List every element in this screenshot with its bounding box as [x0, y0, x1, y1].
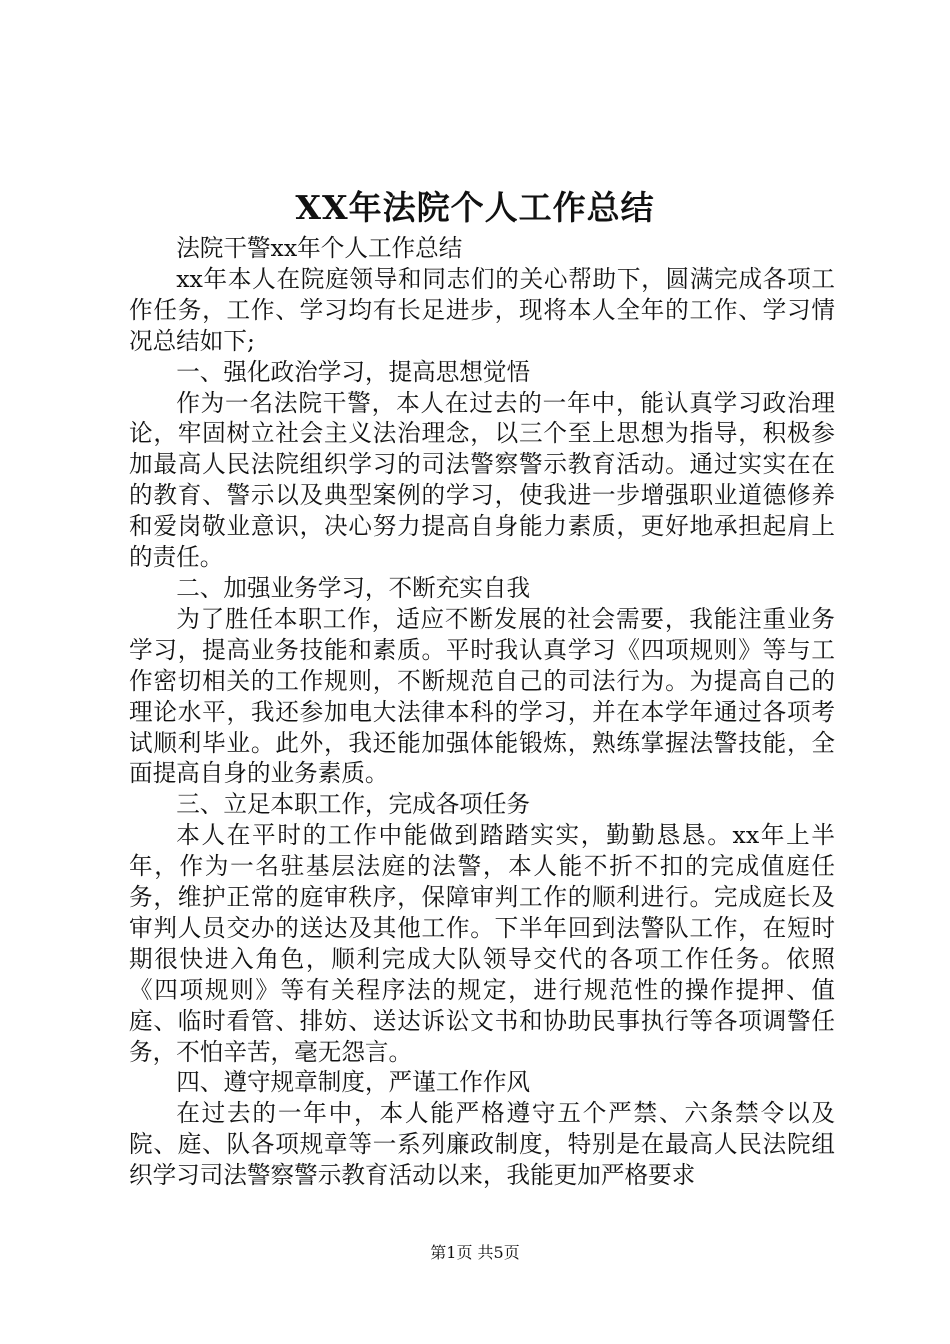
page-number-footer: 第1页 共5页	[430, 1243, 520, 1262]
document-body	[129, 233, 835, 1191]
paragraph-section-1: 作为一名法院干警，本人在过去的一年中，能认真学习政治理论，牢固树立社会主义法治理念，以三个至上思想为指导，积极参加最高人民法院组织学习的司法警察警示教育活动。通过实实在在的教育、警示以及典型案例的学习，使我进一步增强职业道德修养和爱岗敬业意识，决心努力提高自身能力素质，更好地承担起肩上的责任。	[129, 388, 835, 572]
section-heading-1: 一、强化政治学习，提高思想觉悟	[176, 357, 531, 386]
document-title: XX年法院个人工作总结	[295, 188, 655, 227]
section-heading-4: 四、遵守规章制度，严谨工作作风	[176, 1068, 531, 1097]
paragraph-intro: xx年本人在院庭领导和同志们的关心帮助下，圆满完成各项工作任务，工作、学习均有长足进步，现将本人全年的工作、学习情况总结如下;	[129, 264, 835, 355]
paragraph-section-3: 本人在平时的工作中能做到踏踏实实，勤勤恳恳。xx年上半年，作为一名驻基层法庭的法警，本人能不折不扣的完成值庭任务，维护正常的庭审秩序，保障审判工作的顺利进行。完成庭长及审判人员交办的送达及其他工作。下半年回到法警队工作，在短时期很快进入角色，顺利完成大队领导交代的各项工作任务。依照《四项规则》等有关程序法的规定，进行规范性的操作提押、值庭、临时看管、排妨、送达诉讼文书和协助民事执行等各项调警任务，不怕辛苦，毫无怨言。	[129, 821, 835, 1066]
paragraph-section-4: 在过去的一年中，本人能严格遵守五个严禁、六条禁令以及院、庭、队各项规章等一系列廉政制度，特别是在最高人民法院组织学习司法警察警示教育活动以来，我能更加严格要求	[129, 1099, 835, 1190]
paragraph-subtitle: 法院干警xx年个人工作总结	[176, 234, 463, 262]
section-heading-3: 三、立足本职工作，完成各项任务	[176, 790, 531, 819]
section-heading-2: 二、加强业务学习，不断充实自我	[176, 573, 531, 602]
paragraph-section-2: 为了胜任本职工作，适应不断发展的社会需要，我能注重业务学习，提高业务技能和素质。平时我认真学习《四项规则》等与工作密切相关的工作规则，不断规范自己的司法行为。为提高自己的理论水平，我还参加电大法律本科的学习，并在本学年通过各项考试顺利毕业。此外，我还能加强体能锻炼，熟练掌握法警技能，全面提高自身的业务素质。	[129, 604, 835, 788]
